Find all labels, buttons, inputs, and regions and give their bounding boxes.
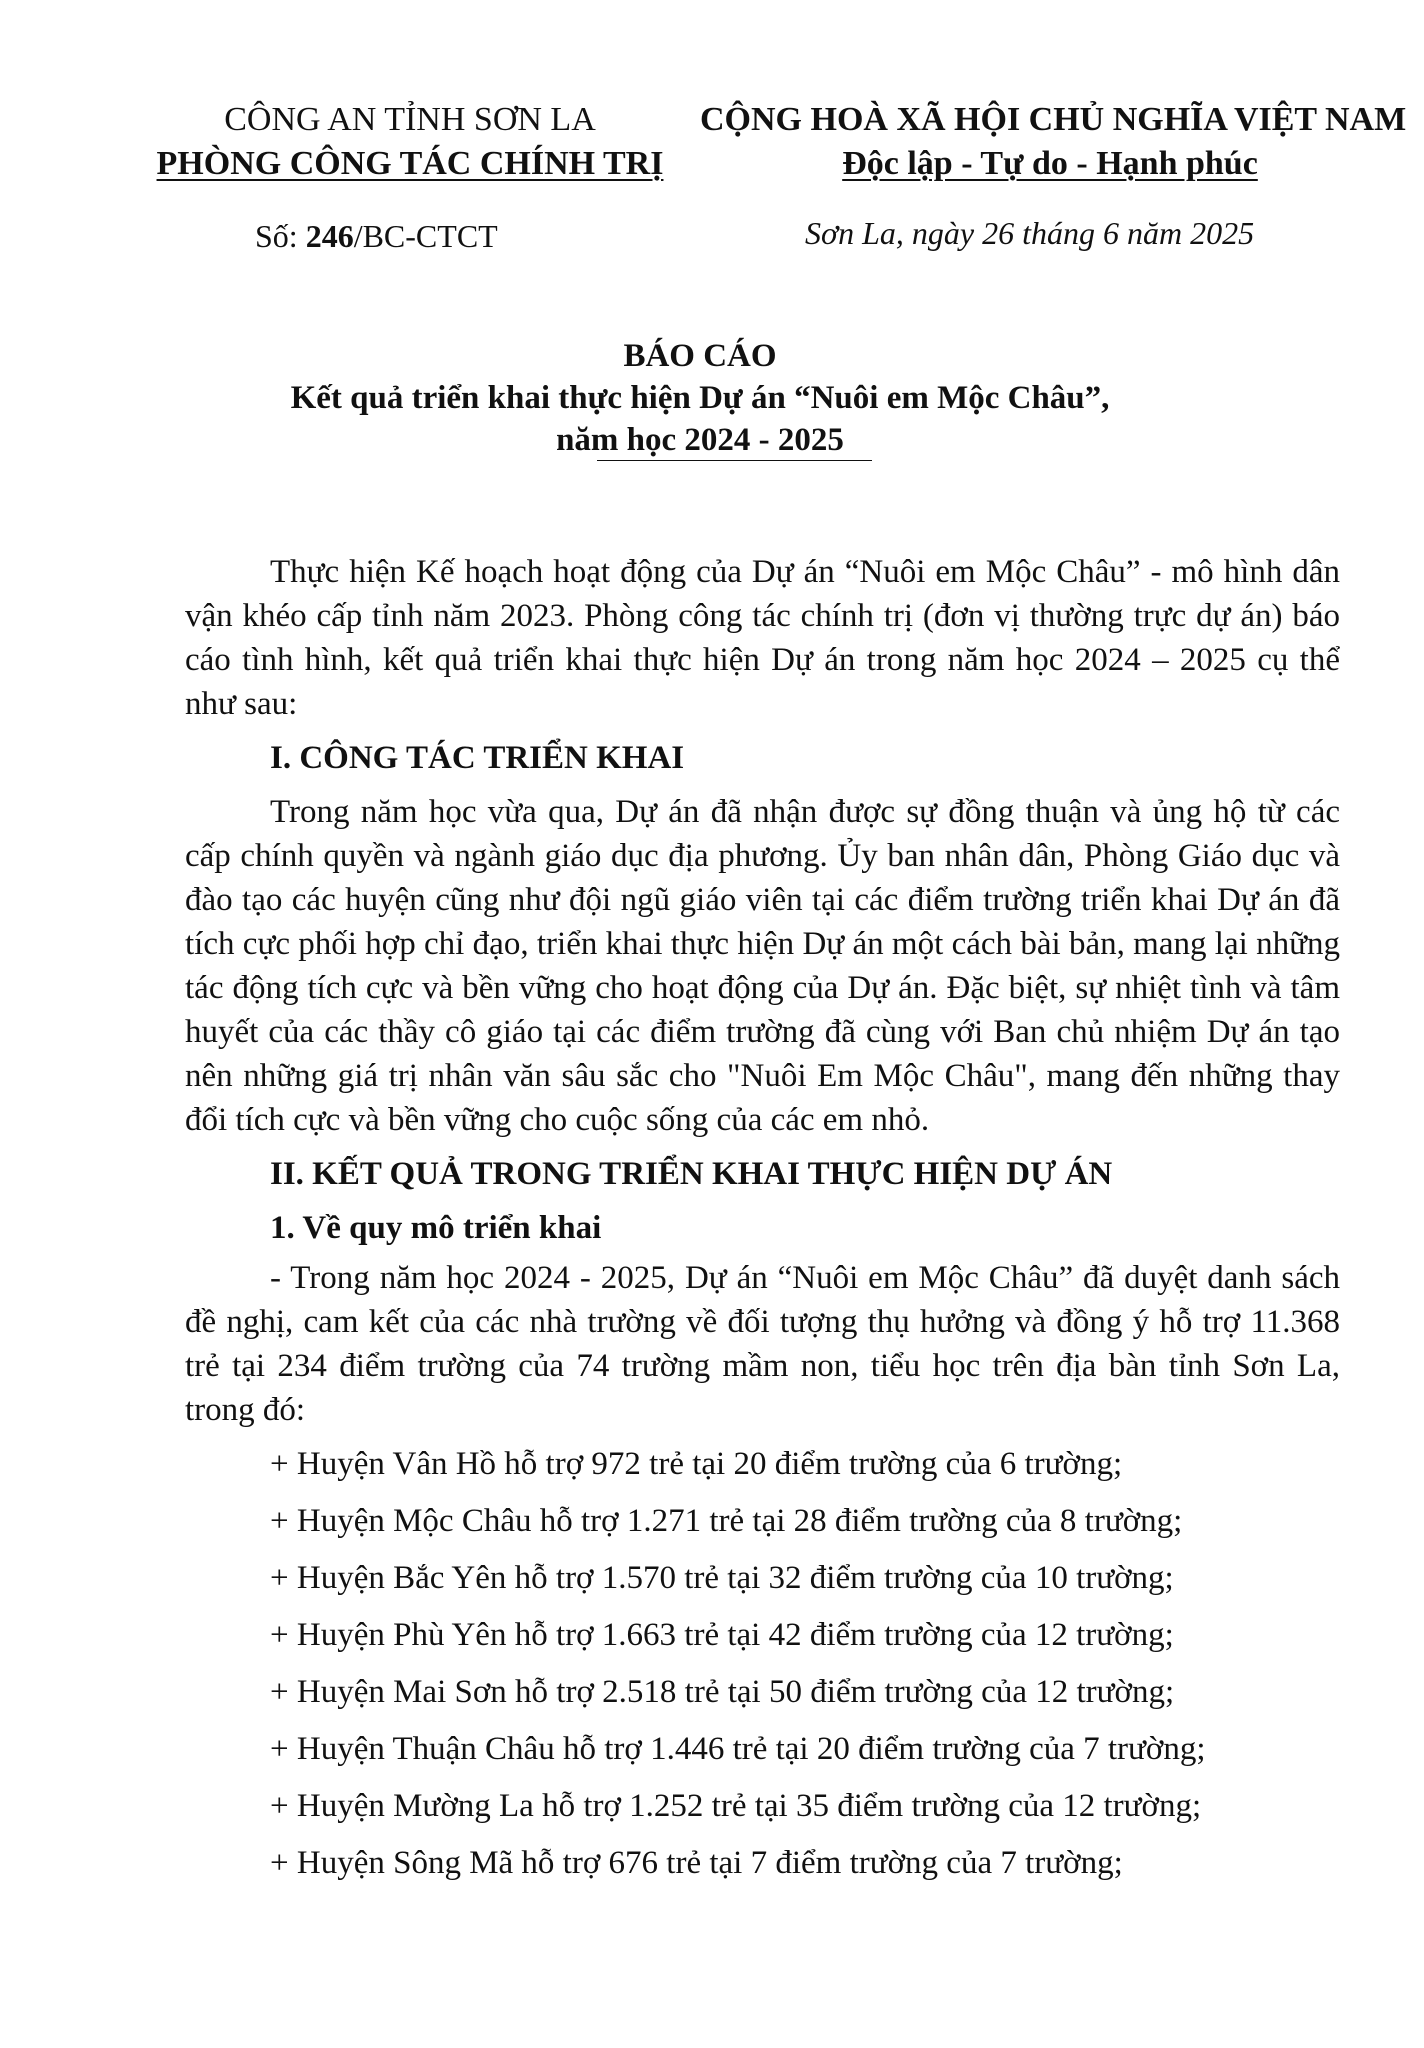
district-list-item: + Huyện Mường La hỗ trợ 1.252 trẻ tại 35 điểm trường của 12 trường; [270, 1788, 1202, 1824]
district-list-item: + Huyện Mai Sơn hỗ trợ 2.518 trẻ tại 50 điểm trường của 12 trường; [270, 1674, 1175, 1710]
section-1-paragraph: Trong năm học vừa qua, Dự án đã nhận được sự đồng thuận và ủng hộ từ các cấp chính quyền và ngành giáo dục địa phương. Ủy ban nhân dân, Phòng Giáo dục và đào tạo các huyện cũng như đội ngũ giáo viên tại các điểm trường triển khai Dự án đã tích cực phối hợp chỉ đạo, triển khai thực hiện Dự án một cách bài bản, mang lại những tác động tích cực và bền vững cho hoạt động của Dự án. Đặc biệt, sự nhiệt tình và tâm huyết của các thầy cô giáo tại các điểm trường đã cùng với Ban chủ nhiệm Dự án tạo nên những giá trị nhân văn sâu sắc cho "Nuôi Em Mộc Châu", mang đến những thay đổi tích cực và bền vững cho cuộc sống của các em nhỏ. [185, 794, 1340, 1138]
district-list-item: + Huyện Sông Mã hỗ trợ 676 trẻ tại 7 điểm trường của 7 trường; [270, 1845, 1123, 1881]
title-line-1: Kết quả triển khai thực hiện Dự án “Nuôi em Mộc Châu”, [290, 380, 1110, 416]
national-motto [700, 142, 1400, 186]
place-date: Sơn La, ngày 26 tháng 6 năm 2025 [805, 215, 1255, 251]
title-line-2: năm học 2024 - 2025 [556, 422, 844, 458]
title-divider [597, 460, 872, 461]
subsection-1-heading: 1. Về quy mô triển khai [270, 1210, 602, 1246]
document-type: BÁO CÁO [623, 338, 777, 374]
reference-prefix: Số: [255, 218, 306, 254]
district-list-item: + Huyện Thuận Châu hỗ trợ 1.446 trẻ tại 20 điểm trường của 7 trường; [270, 1731, 1206, 1767]
agency-parent: CÔNG AN TỈNH SƠN LA [224, 101, 596, 138]
intro-paragraph: Thực hiện Kế hoạch hoạt động của Dự án “Nuôi em Mộc Châu” - mô hình dân vận khéo cấp tỉnh năm 2023. Phòng công tác chính trị (đơn vị thường trực dự án) báo cáo tình hình, kết quả triển khai thực hiện Dự án trong năm học 2024 – 2025 cụ thể như sau: [185, 554, 1340, 722]
section-1-heading: I. CÔNG TÁC TRIỂN KHAI [270, 740, 685, 776]
document-reference [255, 218, 498, 255]
document-title-block [200, 335, 1200, 461]
district-list-item: + Huyện Vân Hồ hỗ trợ 972 trẻ tại 20 điểm trường của 6 trường; [270, 1446, 1123, 1482]
document-body [185, 550, 1340, 1898]
district-list-item: + Huyện Mộc Châu hỗ trợ 1.271 trẻ tại 28 điểm trường của 8 trường; [270, 1503, 1183, 1539]
reference-suffix: /BC-CTCT [353, 218, 498, 254]
district-list-item: + Huyện Phù Yên hỗ trợ 1.663 trẻ tại 42 điểm trường của 12 trường; [270, 1617, 1174, 1653]
agency-name [150, 142, 670, 186]
national-header-block [700, 98, 1407, 186]
nation-name: CỘNG HOÀ XÃ HỘI CHỦ NGHĨA VIỆT NAM [700, 101, 1407, 138]
national-motto-text: Độc lập - Tự do - Hạnh phúc [842, 145, 1258, 182]
reference-number: 246 [305, 218, 354, 254]
district-list-item: + Huyện Bắc Yên hỗ trợ 1.570 trẻ tại 32 điểm trường của 10 trường; [270, 1560, 1174, 1596]
section-2-heading: II. KẾT QUẢ TRONG TRIỂN KHAI THỰC HIỆN DỰ ÁN [270, 1156, 1113, 1192]
subsection-1-paragraph: - Trong năm học 2024 - 2025, Dự án “Nuôi em Mộc Châu” đã duyệt danh sách đề nghị, cam kết của các nhà trường về đối tượng thụ hưởng và đồng ý hỗ trợ 11.368 trẻ tại 234 điểm trường của 74 trường mầm non, tiểu học trên địa bàn tỉnh Sơn La, trong đó: [185, 1260, 1340, 1428]
issuing-agency-block [150, 98, 670, 186]
agency-name-text: PHÒNG CÔNG TÁC CHÍNH TRỊ [156, 145, 664, 182]
